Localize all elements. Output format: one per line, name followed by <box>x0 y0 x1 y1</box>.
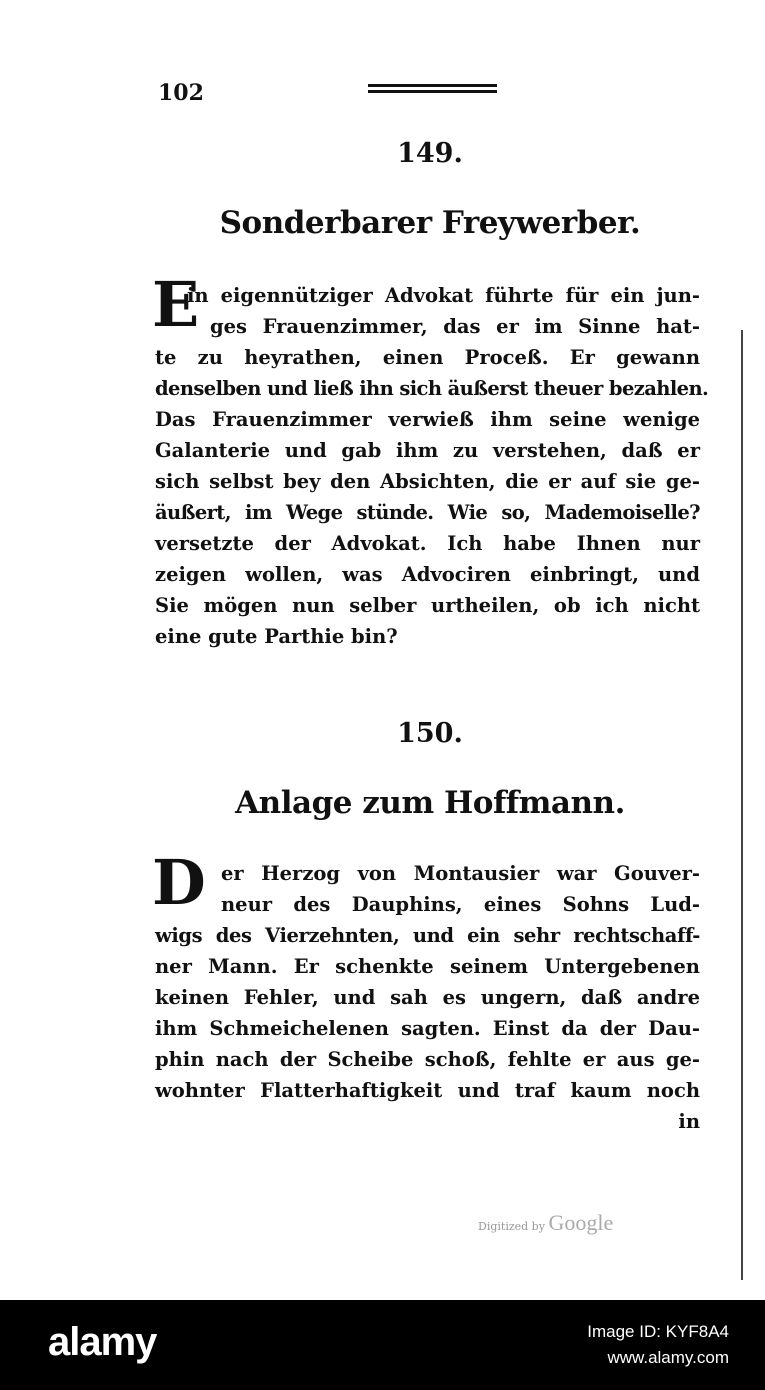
google-logo: Google <box>548 1210 614 1235</box>
text-line: wigs des Vierzehnten, und ein sehr rechtschaff- <box>155 924 700 947</box>
text-line: phin nach der Scheibe schoß, fehlte er aus ge- <box>155 1048 700 1071</box>
image-id: Image ID: KYF8A4 <box>587 1322 729 1341</box>
text-line: wohnter Flatterhaftigkeit und traf kaum noch <box>155 1079 700 1102</box>
text-line: er Herzog von Montausier war Gouver- <box>221 862 700 885</box>
text-line: Das Frauenzimmer verwieß ihm seine wenige <box>155 408 700 431</box>
page-edge-line <box>741 330 743 1280</box>
page-number: 102 <box>158 80 204 106</box>
site-url: www.alamy.com <box>607 1348 729 1367</box>
section-body <box>152 846 700 1137</box>
alamy-logo: alamy <box>48 1320 157 1364</box>
text-line: Galanterie und gab ihm zu verstehen, daß er <box>155 439 700 462</box>
text-line: ihm Schmeichelenen sagten. Einst da der Dau- <box>155 1017 700 1040</box>
text-line: keinen Fehler, und sah es ungern, daß andre <box>155 986 700 1009</box>
text-line: zeigen wollen, was Advociren einbringt, und <box>155 563 700 586</box>
drop-cap: D <box>152 846 206 919</box>
section-title: Sonderbarer Freywerber. <box>219 205 641 241</box>
digitized-label: Digitized by <box>478 1220 545 1233</box>
section-number: 150. <box>397 718 463 749</box>
text-line: äußert, im Wege stünde. Wie so, Mademoiselle? <box>155 501 700 524</box>
text-line: eine gute Parthie bin? <box>155 625 398 648</box>
text-line: sich selbst bey den Absichten, die er auf sie ge- <box>155 470 700 493</box>
text-line: in eigennütziger Advokat führte für ein jun- <box>187 284 700 307</box>
text-line: te zu heyrathen, einen Proceß. Er gewann <box>155 346 700 369</box>
text-line: ges Frauenzimmer, das er im Sinne hat- <box>210 315 700 338</box>
text-line: versetzte der Advokat. Ich habe Ihnen nur <box>155 532 700 555</box>
stock-footer <box>0 1300 765 1390</box>
section-number: 149. <box>397 138 463 169</box>
section-title: Anlage zum Hoffmann. <box>235 785 625 821</box>
digitized-by-google-watermark <box>478 1210 613 1236</box>
header-rule <box>368 84 497 93</box>
text-line: neur des Dauphins, eines Sohns Lud- <box>221 893 700 916</box>
section-body <box>152 268 709 652</box>
text-line: denselben und ließ ihn sich äußerst theuer bezahlen. <box>155 377 709 400</box>
drop-cap: E <box>152 268 200 341</box>
text-line: Sie mögen nun selber urtheilen, ob ich nicht <box>155 594 700 617</box>
text-line: ner Mann. Er schenkte seinem Untergebenen <box>155 955 700 978</box>
catchword: in <box>678 1110 700 1133</box>
